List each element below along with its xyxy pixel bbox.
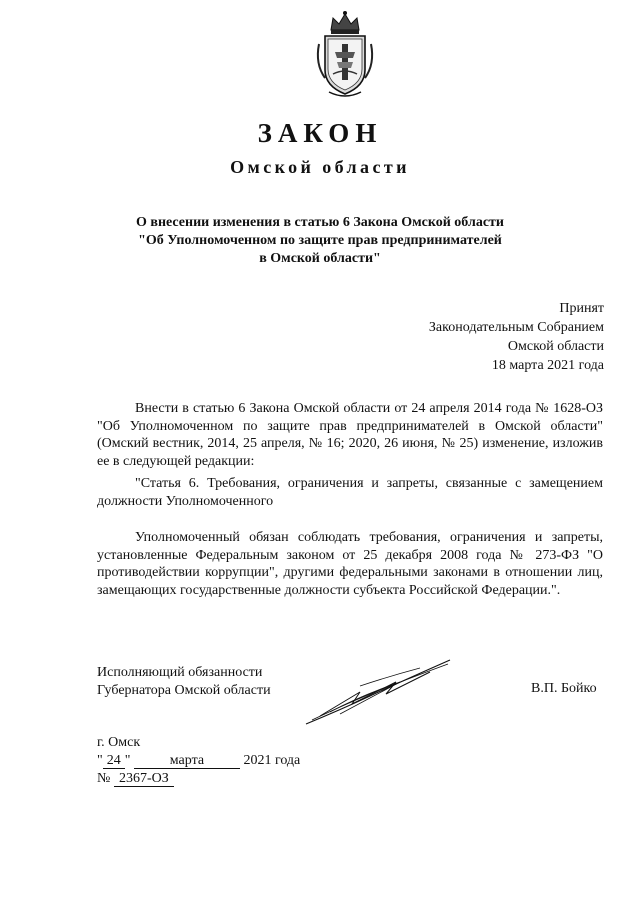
place-of-signing: г. Омск [97,735,141,750]
law-heading-line: "Об Уполномоченном по защите прав предпринимателей [138,233,502,248]
adoption-date: 18 марта 2021 года [491,358,604,373]
body-paragraph [97,475,603,510]
adoption-block [429,299,604,375]
signing-date [97,752,300,770]
law-number-value: 2367-ОЗ [114,772,174,787]
place-date-number-block [97,734,300,788]
date-month: марта [134,754,240,769]
date-quote: " [97,753,103,768]
adoption-line: Законодательным Собранием [428,320,604,335]
body-paragraph-text: Уполномоченный обязан соблюдать требования, ограничения и запреты, установленные Федеральным законом от 25 декабря 2008 года № 273-ФЗ "О противодействии коррупции", другими федеральными законами в отношении лиц, замещающих государственные должности субъекта Российской Федерации.". [97,530,603,599]
adoption-line: Омской области [507,339,604,354]
adoption-line: Принят [559,301,604,316]
handwritten-signature [300,652,460,732]
omsk-coat-of-arms-emblem [313,8,377,100]
body-paragraph [97,400,603,471]
body-paragraph-text: Внести в статью 6 Закона Омской области от 24 апреля 2014 года № 1628-ОЗ "Об Уполномоченном по защите прав предпринимателей в Омской области" (Омский вестник, 2014, 25 апреля, № 16; 2020, 26 июня, № 25) изменение, изложив ее в следующей редакции: [97,401,603,470]
signatory-position-line: Губернатора Омской области [97,683,271,698]
body-paragraph [97,529,603,600]
signatory-position [97,664,271,700]
law-heading-line: О внесении изменения в статью 6 Закона Омской области [136,215,504,230]
signatory-position-line: Исполняющий обязанности [97,665,263,680]
law-heading [96,214,544,268]
body-paragraph-text: "Статья 6. Требования, ограничения и запреты, связанные с замещением должности Уполномоченного [97,476,603,509]
law-number [97,770,300,788]
date-quote: " [124,753,131,768]
signatory-name: В.П. Бойко [531,681,597,696]
document-title: ЗАКОН [257,118,383,148]
law-number-prefix: № [97,771,111,786]
document-subtitle: Омской области [230,157,410,177]
date-year: 2021 года [243,753,301,768]
law-heading-line: в Омской области" [259,251,381,266]
date-day: 24 [103,754,125,769]
